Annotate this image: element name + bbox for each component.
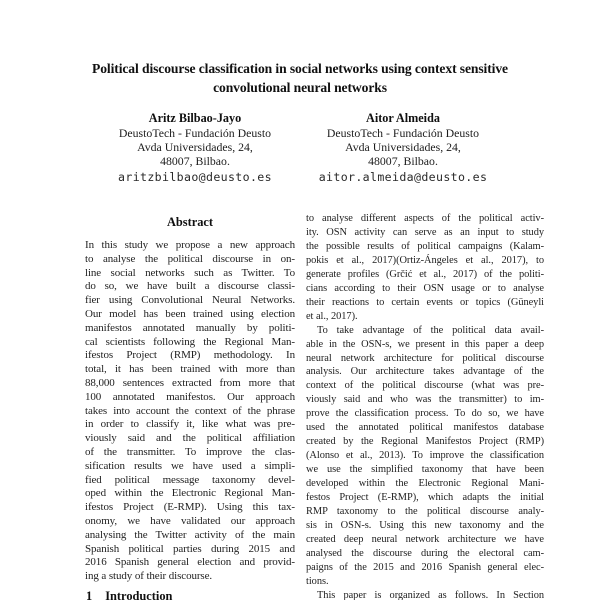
section-title: Introduction [105,589,173,600]
text-line: the possible results of political campaigns (Kalam- [306,240,544,252]
text-line: cal scientists following the Regional Man- [85,335,295,348]
text-line: Our model has been trained using election [85,307,295,320]
text-line: used the annotated political manifestos database [306,422,544,434]
paragraph [306,324,544,589]
text-line: line social networks such as Twitter. To [85,266,295,279]
abstract-body [85,239,295,584]
text-line: in order to classify it, like what was pre- [85,418,295,431]
text-line: context of the political discourse (what was pre- [306,380,544,392]
text-line: oped within the Electronic Regional Man- [85,487,295,500]
author-email: aitor.almeida@deusto.es [318,170,488,184]
text-line: created by the Regional Manifestos Project (RMP) [306,436,544,448]
text-line: ifestos Project (E-RMP). Using this tax- [85,501,295,514]
author-name: Aritz Bilbao-Jayo [148,111,242,125]
text-line: we use the simplified taxonomy that have been [306,464,544,476]
text-line: 48007, Bilbao. [160,154,230,168]
text-line: Avda Universidades, 24, [345,140,461,154]
text-line: developed within the Electronic Regional Mani- [306,478,544,490]
paragraph [306,589,544,600]
text-line: RMP taxonomy to the political discourse analy- [306,506,544,518]
abstract-heading: Abstract [166,215,214,229]
text-line: ing a study of their discourse. [85,570,213,583]
text-line: 2016 Spanish general election and provid- [85,556,295,569]
text-line: analysis. Our architecture takes advantage of the [306,366,544,378]
text-line: sification results we have used a simpli- [85,459,295,472]
text-line: Political discourse classification in social networks using context sensitive [92,61,508,76]
text-line: viously said and the political affiliation [85,432,295,445]
text-line: manifestos annotated manually by politi- [85,321,295,334]
text-line: ifestos Project (RMP) methodology. In [85,349,295,362]
text-line: In this study we propose a new approach [85,239,295,251]
text-line: 100 annotated manifestos. Our approach [85,390,295,403]
text-line: DeustoTech - Fundación Deusto [326,126,480,140]
right-column [306,212,544,600]
text-line: onomy, we have validated our approach [85,514,295,527]
intro-section-heading [86,589,172,600]
author-name: Aitor Almeida [366,111,440,125]
text-line: able in the OSN-s, we present in this paper a deep [306,338,544,350]
text-line: to analyse different aspects of the political activ- [306,213,544,224]
text-line: their reactions to certain events or topics (Güneyli [306,296,544,308]
text-line: DeustoTech - Fundación Deusto [118,126,272,140]
text-line: created deep neural network architecture we have [306,533,544,545]
text-line: generate profiles (Grčić et al., 2017) of the politi- [306,268,544,280]
text-line: ity. OSN activity can serve as an input to study [306,226,544,238]
text-line: do so, we have built a discourse classi- [85,280,295,293]
text-line: festos Project (E-RMP), which adapts the initial [306,492,544,504]
text-line: 88,000 sentences extracted from more that [85,376,295,389]
text-line: (Alonso et al., 2013). To improve the classification [306,450,544,462]
author-affiliation [283,126,523,168]
text-line: convolutional neural networks [213,80,387,95]
section-number: 1 [86,589,93,600]
paragraph [306,212,544,324]
author-email: aritzbilbao@deusto.es [118,170,272,184]
text-line: analysed the discourse during the electoral cam- [306,547,544,559]
text-line: Spanish political parties during 2015 and [85,542,295,555]
author-block-2 [283,110,523,184]
paper-title [60,59,540,97]
text-line: neural network architecture for political discourse [306,352,544,364]
text-line: of the transmitter. To improve the clas- [85,445,295,458]
text-line: fied political message taxonomy devel- [85,473,295,486]
author-affiliation [75,126,315,168]
paragraph [85,239,295,584]
text-line: et al., 2017). [306,310,358,322]
text-line: paigns of the 2015 and 2016 Spanish general elec- [306,561,544,573]
text-line: viously said and who was the transmitter) to im- [306,394,544,406]
text-line: Avda Universidades, 24, [137,140,253,154]
text-line: To take advantage of the political data avail- [317,324,544,336]
text-line: prove the classification process. To do so, we have [306,408,544,420]
text-line: This paper is organized as follows. In Section [317,589,544,600]
text-line: pokis et al., 2017)(Ortiz-Ángeles et al., 2017), to [306,254,544,266]
text-line: cians according to their OSN usage or to analyse [306,282,544,294]
author-block-1 [75,110,315,184]
text-line: takes into account the context of the phrase [85,404,295,417]
text-line: sis in OSN-s. Using this new taxonomy and the [306,519,544,531]
text-line: fier using Convolutional Neural Networks. [85,294,295,307]
text-line: to analyse the political discourse in on- [85,252,295,265]
text-line: analysing the Twitter activity of the main [85,528,295,541]
text-line: tions. [306,575,329,587]
text-line: 48007, Bilbao. [368,154,438,168]
text-line: total, it has been trained with more than [85,363,295,376]
